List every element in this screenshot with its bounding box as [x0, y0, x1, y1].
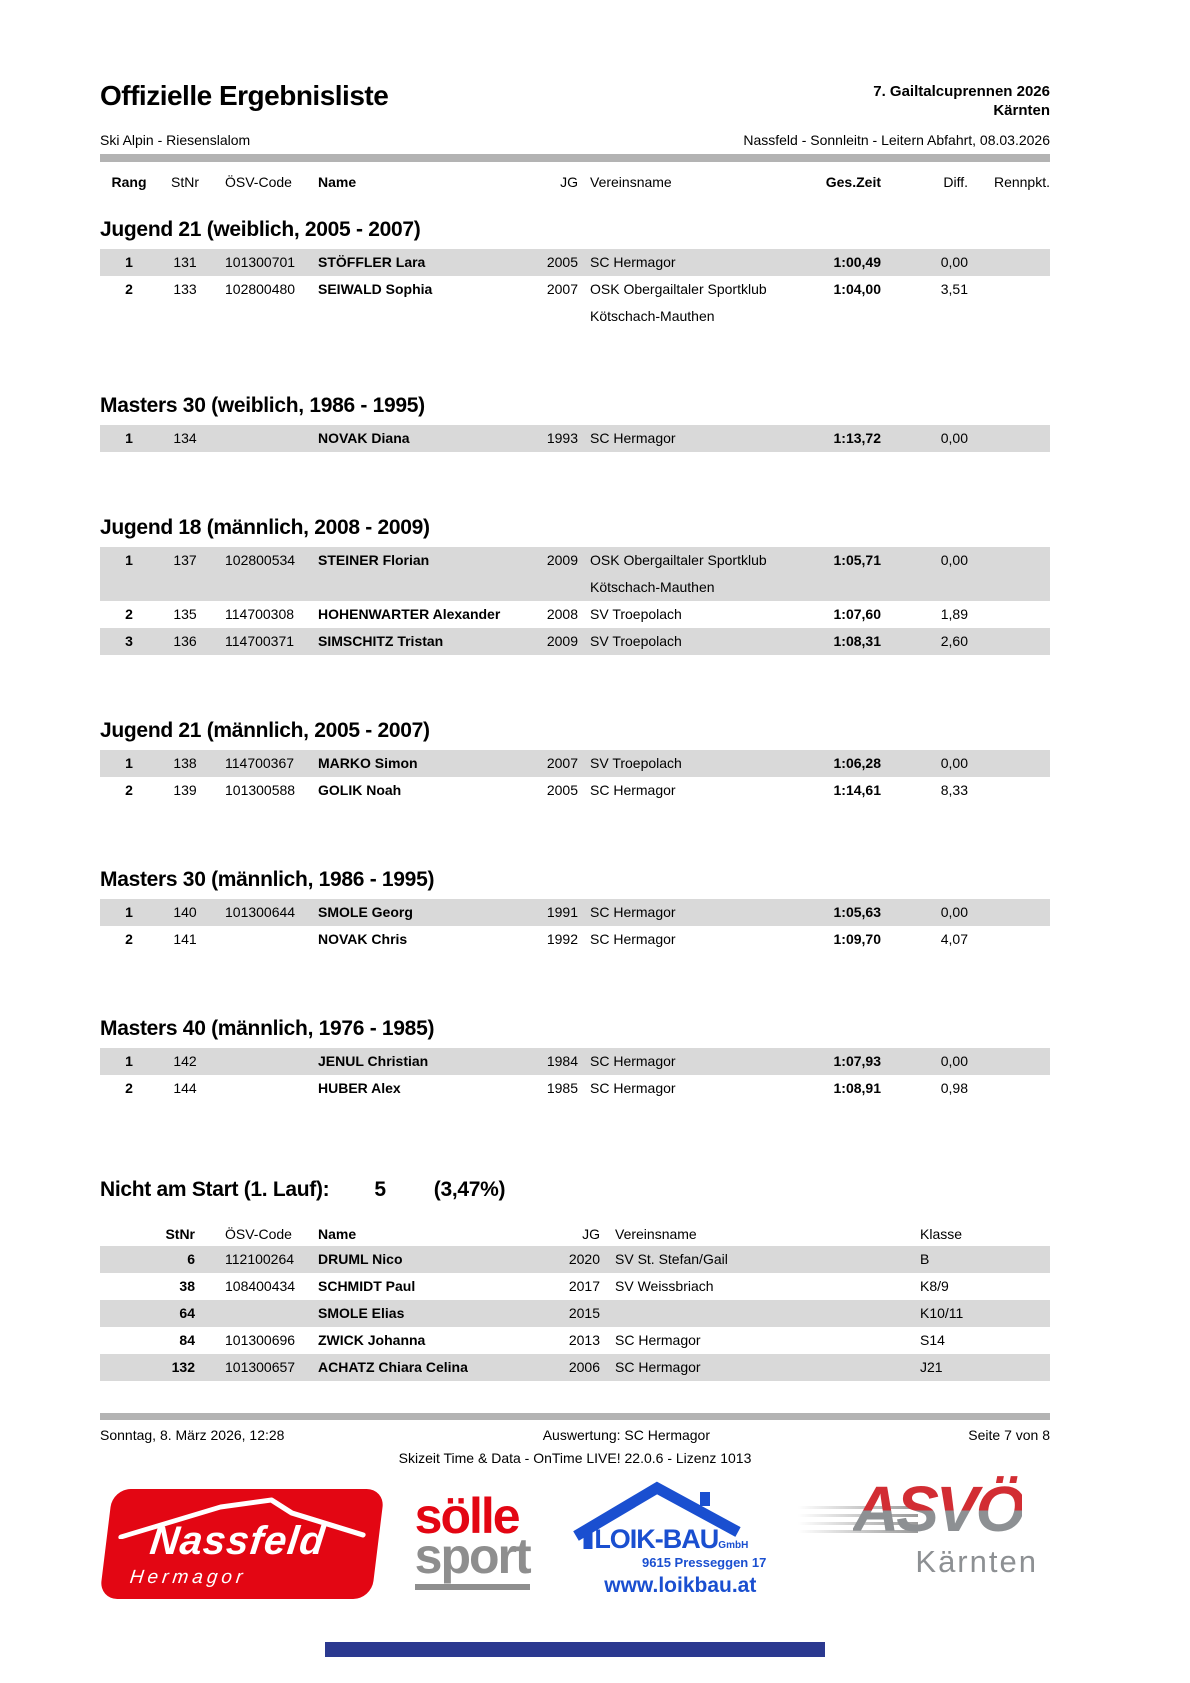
club-cell [578, 750, 760, 777]
soelle-sport-logo [414, 1487, 530, 1590]
col-oesv-code: ÖSV-Code [225, 1226, 292, 1242]
time-cell: 1:05,63 [833, 904, 881, 920]
club-name: SC Hermagor [590, 931, 676, 947]
oesv-code-cell: 102800534 [225, 552, 296, 568]
class-cell: B [920, 1251, 930, 1267]
dns-row [100, 1246, 1050, 1273]
oesv-code-cell: 101300657 [225, 1359, 296, 1375]
col-diff: Diff. [943, 174, 968, 190]
results-table [100, 425, 1050, 452]
bib-cell: 131 [173, 254, 197, 270]
footer [100, 1427, 1050, 1443]
name-cell: HUBER Alex [318, 1080, 401, 1096]
name-cell: STEINER Florian [318, 552, 430, 568]
year-cell: 2008 [546, 606, 578, 622]
diff-cell: 0,00 [940, 430, 968, 446]
year-cell: 1985 [546, 1080, 578, 1096]
footer-page-number: Seite 7 von 8 [968, 1427, 1050, 1443]
bib-cell: 142 [173, 1053, 197, 1069]
time-cell: 1:07,60 [833, 606, 881, 622]
diff-cell: 0,00 [940, 552, 968, 568]
year-cell: 1993 [546, 430, 578, 446]
loik-bau-wordmark: LOIK-BAU [594, 1524, 719, 1554]
footer-date: Sonntag, 8. März 2026, 12:28 [100, 1427, 285, 1443]
page-title: Offizielle Ergebnisliste [100, 80, 389, 111]
year-cell: 2009 [546, 552, 578, 568]
time-cell: 1:14,61 [833, 782, 881, 798]
time-cell: 1:00,49 [833, 254, 881, 270]
year-cell: 2006 [568, 1359, 600, 1375]
result-row [100, 601, 1050, 628]
rank-cell: 2 [125, 281, 133, 297]
loik-bau-logo [566, 1482, 766, 1606]
club-name: SC Hermagor [590, 904, 676, 920]
diff-cell: 8,33 [940, 782, 968, 798]
time-cell: 1:06,28 [833, 755, 881, 771]
class-cell: K8/9 [920, 1278, 949, 1294]
dns-row [100, 1300, 1050, 1327]
dns-table [100, 1246, 1050, 1381]
bib-cell: 133 [173, 281, 197, 297]
result-row [100, 777, 1050, 804]
club-name: SC Hermagor [590, 254, 676, 270]
club-cell [578, 547, 767, 601]
soelle-wordmark: sölle [414, 1487, 519, 1544]
bib-cell: 141 [173, 931, 197, 947]
result-row [100, 547, 1050, 601]
oesv-code-cell [195, 1300, 310, 1327]
dns-row [100, 1273, 1050, 1300]
class-cell: J21 [920, 1359, 943, 1375]
diff-cell: 4,07 [940, 931, 968, 947]
name-cell: ACHATZ Chiara Celina [318, 1359, 468, 1375]
club-cell: SV St. Stefan/Gail [615, 1251, 728, 1267]
club-name: OSK Obergailtaler Sportklub [590, 281, 767, 297]
rank-cell: 1 [125, 430, 133, 446]
club-cell [578, 425, 760, 452]
year-cell: 2017 [568, 1278, 600, 1294]
name-cell: NOVAK Chris [318, 931, 408, 947]
result-row [100, 1048, 1050, 1075]
results-table [100, 547, 1050, 655]
dns-heading [100, 1178, 1050, 1202]
rank-cell: 1 [125, 904, 133, 920]
dns-row [100, 1327, 1050, 1354]
name-cell: STÖFFLER Lara [318, 254, 426, 270]
rank-cell: 2 [125, 782, 133, 798]
results-table [100, 899, 1050, 953]
class-heading: Masters 30 (weiblich, 1986 - 1995) [100, 394, 425, 417]
col-stnr: StNr [165, 1226, 195, 1242]
result-row [100, 926, 1050, 953]
result-row [100, 750, 1050, 777]
name-cell: JENUL Christian [318, 1053, 429, 1069]
sport-wordmark: sport [415, 1531, 530, 1590]
diff-cell: 0,00 [940, 755, 968, 771]
time-cell: 1:08,31 [833, 633, 881, 649]
club-name: SV Troepolach [590, 755, 682, 771]
time-cell: 1:07,93 [833, 1053, 881, 1069]
year-cell: 2020 [568, 1251, 600, 1267]
year-cell: 2013 [568, 1332, 600, 1348]
name-cell: NOVAK Diana [318, 430, 410, 446]
name-cell: SEIWALD Sophia [318, 281, 433, 297]
name-cell: MARKO Simon [318, 755, 418, 771]
club-name: OSK Obergailtaler Sportklub [590, 552, 767, 568]
col-stnr: StNr [171, 174, 199, 190]
diff-cell: 0,00 [940, 1053, 968, 1069]
year-cell: 1991 [546, 904, 578, 920]
club-cell [578, 899, 760, 926]
diff-cell: 0,00 [940, 254, 968, 270]
results-table [100, 1048, 1050, 1102]
footer-divider [100, 1413, 1050, 1420]
col-jg: JG [582, 1226, 600, 1242]
oesv-code-cell: 108400434 [225, 1278, 296, 1294]
oesv-code-cell: 114700371 [225, 633, 295, 649]
dns-title: Nicht am Start (1. Lauf): [100, 1178, 330, 1201]
club-name-line2: Kötschach-Mauthen [590, 308, 715, 324]
bib-cell: 138 [173, 755, 197, 771]
year-cell: 2007 [546, 281, 578, 297]
event-region: Kärnten [993, 102, 1050, 119]
discipline-label: Ski Alpin - Riesenslalom [100, 132, 251, 148]
col-vereinsname: Vereinsname [590, 174, 672, 190]
club-cell [578, 926, 760, 953]
oesv-code-cell: 114700367 [225, 755, 295, 771]
rank-cell: 2 [125, 606, 133, 622]
club-name: SV Troepolach [590, 606, 682, 622]
club-name-line2: Kötschach-Mauthen [590, 579, 715, 595]
club-cell [578, 628, 760, 655]
col-rang: Rang [111, 174, 147, 190]
col-rennpkt: Rennpkt. [993, 174, 1050, 190]
rank-cell: 2 [125, 931, 133, 947]
year-cell: 2005 [546, 254, 578, 270]
bib-cell: 84 [179, 1332, 195, 1348]
class-heading: Jugend 21 (weiblich, 2005 - 2007) [100, 218, 421, 241]
name-cell: GOLIK Noah [318, 782, 402, 798]
col-vereinsname: Vereinsname [615, 1226, 697, 1242]
subheader [100, 132, 1050, 148]
oesv-code-cell: 101300644 [225, 904, 296, 920]
club-cell [578, 249, 760, 276]
col-geszeit: Ges.Zeit [825, 174, 881, 190]
nassfeld-wordmark: Nassfeld [147, 1519, 328, 1563]
class-cell: S14 [920, 1332, 945, 1348]
bib-cell: 139 [173, 782, 197, 798]
name-cell: SMOLE Elias [318, 1305, 405, 1321]
club-cell: SV Weissbriach [615, 1278, 714, 1294]
club-cell [578, 1075, 760, 1102]
col-name: Name [318, 174, 357, 190]
result-row [100, 425, 1050, 452]
rank-cell: 1 [125, 552, 133, 568]
col-jg: JG [560, 174, 578, 190]
oesv-code-cell: 112100264 [225, 1251, 295, 1267]
result-row [100, 1075, 1050, 1102]
bib-cell: 140 [173, 904, 197, 920]
results-sections [100, 218, 1050, 1102]
dns-count: 5 [374, 1178, 386, 1201]
club-name: SC Hermagor [590, 782, 676, 798]
rank-cell: 2 [125, 1080, 133, 1096]
dns-row [100, 1354, 1050, 1381]
nassfeld-subtitle: Hermagor [128, 1567, 248, 1588]
rank-cell: 1 [125, 755, 133, 771]
venue-date-label: Nassfeld - Sonnleitn - Leitern Abfahrt, 08.03.2026 [743, 132, 1050, 148]
rank-cell: 3 [125, 633, 133, 649]
asvo-logo [803, 1473, 1038, 1608]
bib-cell: 136 [173, 633, 197, 649]
oesv-code-cell: 102800480 [225, 281, 296, 297]
result-row [100, 899, 1050, 926]
bib-cell: 144 [173, 1080, 197, 1096]
oesv-code-cell: 114700308 [225, 606, 295, 622]
result-row [100, 249, 1050, 276]
event-name: 7. Gailtalcuprennen 2026 [873, 83, 1050, 100]
col-oesv-code: ÖSV-Code [225, 174, 292, 190]
col-name: Name [318, 1226, 357, 1242]
club-cell [578, 276, 767, 330]
class-cell: K10/11 [920, 1305, 964, 1321]
diff-cell: 3,51 [940, 281, 968, 297]
time-cell: 1:08,91 [833, 1080, 881, 1096]
class-heading: Masters 30 (männlich, 1986 - 1995) [100, 868, 435, 891]
result-row [100, 276, 1050, 330]
loik-bau-address: 9615 Presseggen 17 [642, 1555, 767, 1570]
timing-software-credit: Skizeit Time & Data - OnTime LIVE! 22.0.6 - Lizenz 1013 [398, 1450, 752, 1466]
dns-table-header [100, 1222, 1050, 1246]
result-row [100, 628, 1050, 655]
club-name: SC Hermagor [590, 430, 676, 446]
diff-cell: 2,60 [940, 633, 968, 649]
event-info [873, 80, 1050, 120]
club-name: SC Hermagor [590, 1053, 676, 1069]
loik-bau-url: www.loikbau.at [604, 1574, 757, 1597]
diff-cell: 0,98 [940, 1080, 968, 1096]
oesv-code-cell: 101300701 [225, 254, 296, 270]
year-cell: 1992 [546, 931, 578, 947]
bib-cell: 38 [179, 1278, 195, 1294]
oesv-code-cell: 101300588 [225, 782, 296, 798]
club-cell: SC Hermagor [615, 1332, 701, 1348]
name-cell: SIMSCHITZ Tristan [318, 633, 444, 649]
club-cell: SC Hermagor [615, 1359, 701, 1375]
bib-cell: 135 [173, 606, 197, 622]
results-table [100, 750, 1050, 804]
nassfeld-logo [99, 1489, 385, 1599]
asvo-wordmark: ASVÖ [852, 1473, 1023, 1545]
col-klasse: Klasse [920, 1226, 963, 1242]
club-cell [578, 601, 760, 628]
club-name: SC Hermagor [590, 1080, 676, 1096]
results-table-header [100, 170, 1050, 194]
year-cell: 2015 [568, 1305, 600, 1321]
time-cell: 1:13,72 [833, 430, 881, 446]
club-cell [578, 1048, 760, 1075]
name-cell: SMOLE Georg [318, 904, 413, 920]
footer-blue-bar [325, 1642, 825, 1657]
loik-bau-text [594, 1524, 766, 1598]
footer-auswertung: Auswertung: SC Hermagor [542, 1427, 711, 1443]
page-header [100, 0, 1050, 120]
dns-percent: (3,47%) [433, 1178, 506, 1201]
time-cell: 1:04,00 [833, 281, 881, 297]
class-heading: Jugend 21 (männlich, 2005 - 2007) [100, 719, 430, 742]
name-cell: SCHMIDT Paul [318, 1278, 416, 1294]
results-table [100, 249, 1050, 330]
name-cell: ZWICK Johanna [318, 1332, 426, 1348]
sponsor-logos [100, 1473, 1050, 1608]
class-heading: Jugend 18 (männlich, 2008 - 2009) [100, 516, 430, 539]
gmbh-label: GmbH [718, 1540, 749, 1551]
name-cell: DRUML Nico [318, 1251, 403, 1267]
year-cell: 2009 [546, 633, 578, 649]
bib-cell: 132 [171, 1359, 195, 1375]
year-cell: 2005 [546, 782, 578, 798]
rank-cell: 1 [125, 1053, 133, 1069]
header-divider [100, 154, 1050, 162]
rank-cell: 1 [125, 254, 133, 270]
year-cell: 1984 [546, 1053, 578, 1069]
bib-cell: 134 [173, 430, 197, 446]
diff-cell: 0,00 [940, 904, 968, 920]
class-heading: Masters 40 (männlich, 1976 - 1985) [100, 1017, 435, 1040]
diff-cell: 1,89 [940, 606, 968, 622]
bib-cell: 137 [173, 552, 197, 568]
oesv-code-cell: 101300696 [225, 1332, 296, 1348]
club-name: SV Troepolach [590, 633, 682, 649]
club-cell [600, 1300, 920, 1327]
time-cell: 1:05,71 [833, 552, 881, 568]
club-cell [578, 777, 760, 804]
bib-cell: 64 [179, 1305, 195, 1321]
name-cell: HOHENWARTER Alexander [318, 606, 501, 622]
bib-cell: 6 [187, 1251, 195, 1267]
time-cell: 1:09,70 [833, 931, 881, 947]
year-cell: 2007 [546, 755, 578, 771]
asvo-region-label: Kärnten [915, 1544, 1038, 1579]
